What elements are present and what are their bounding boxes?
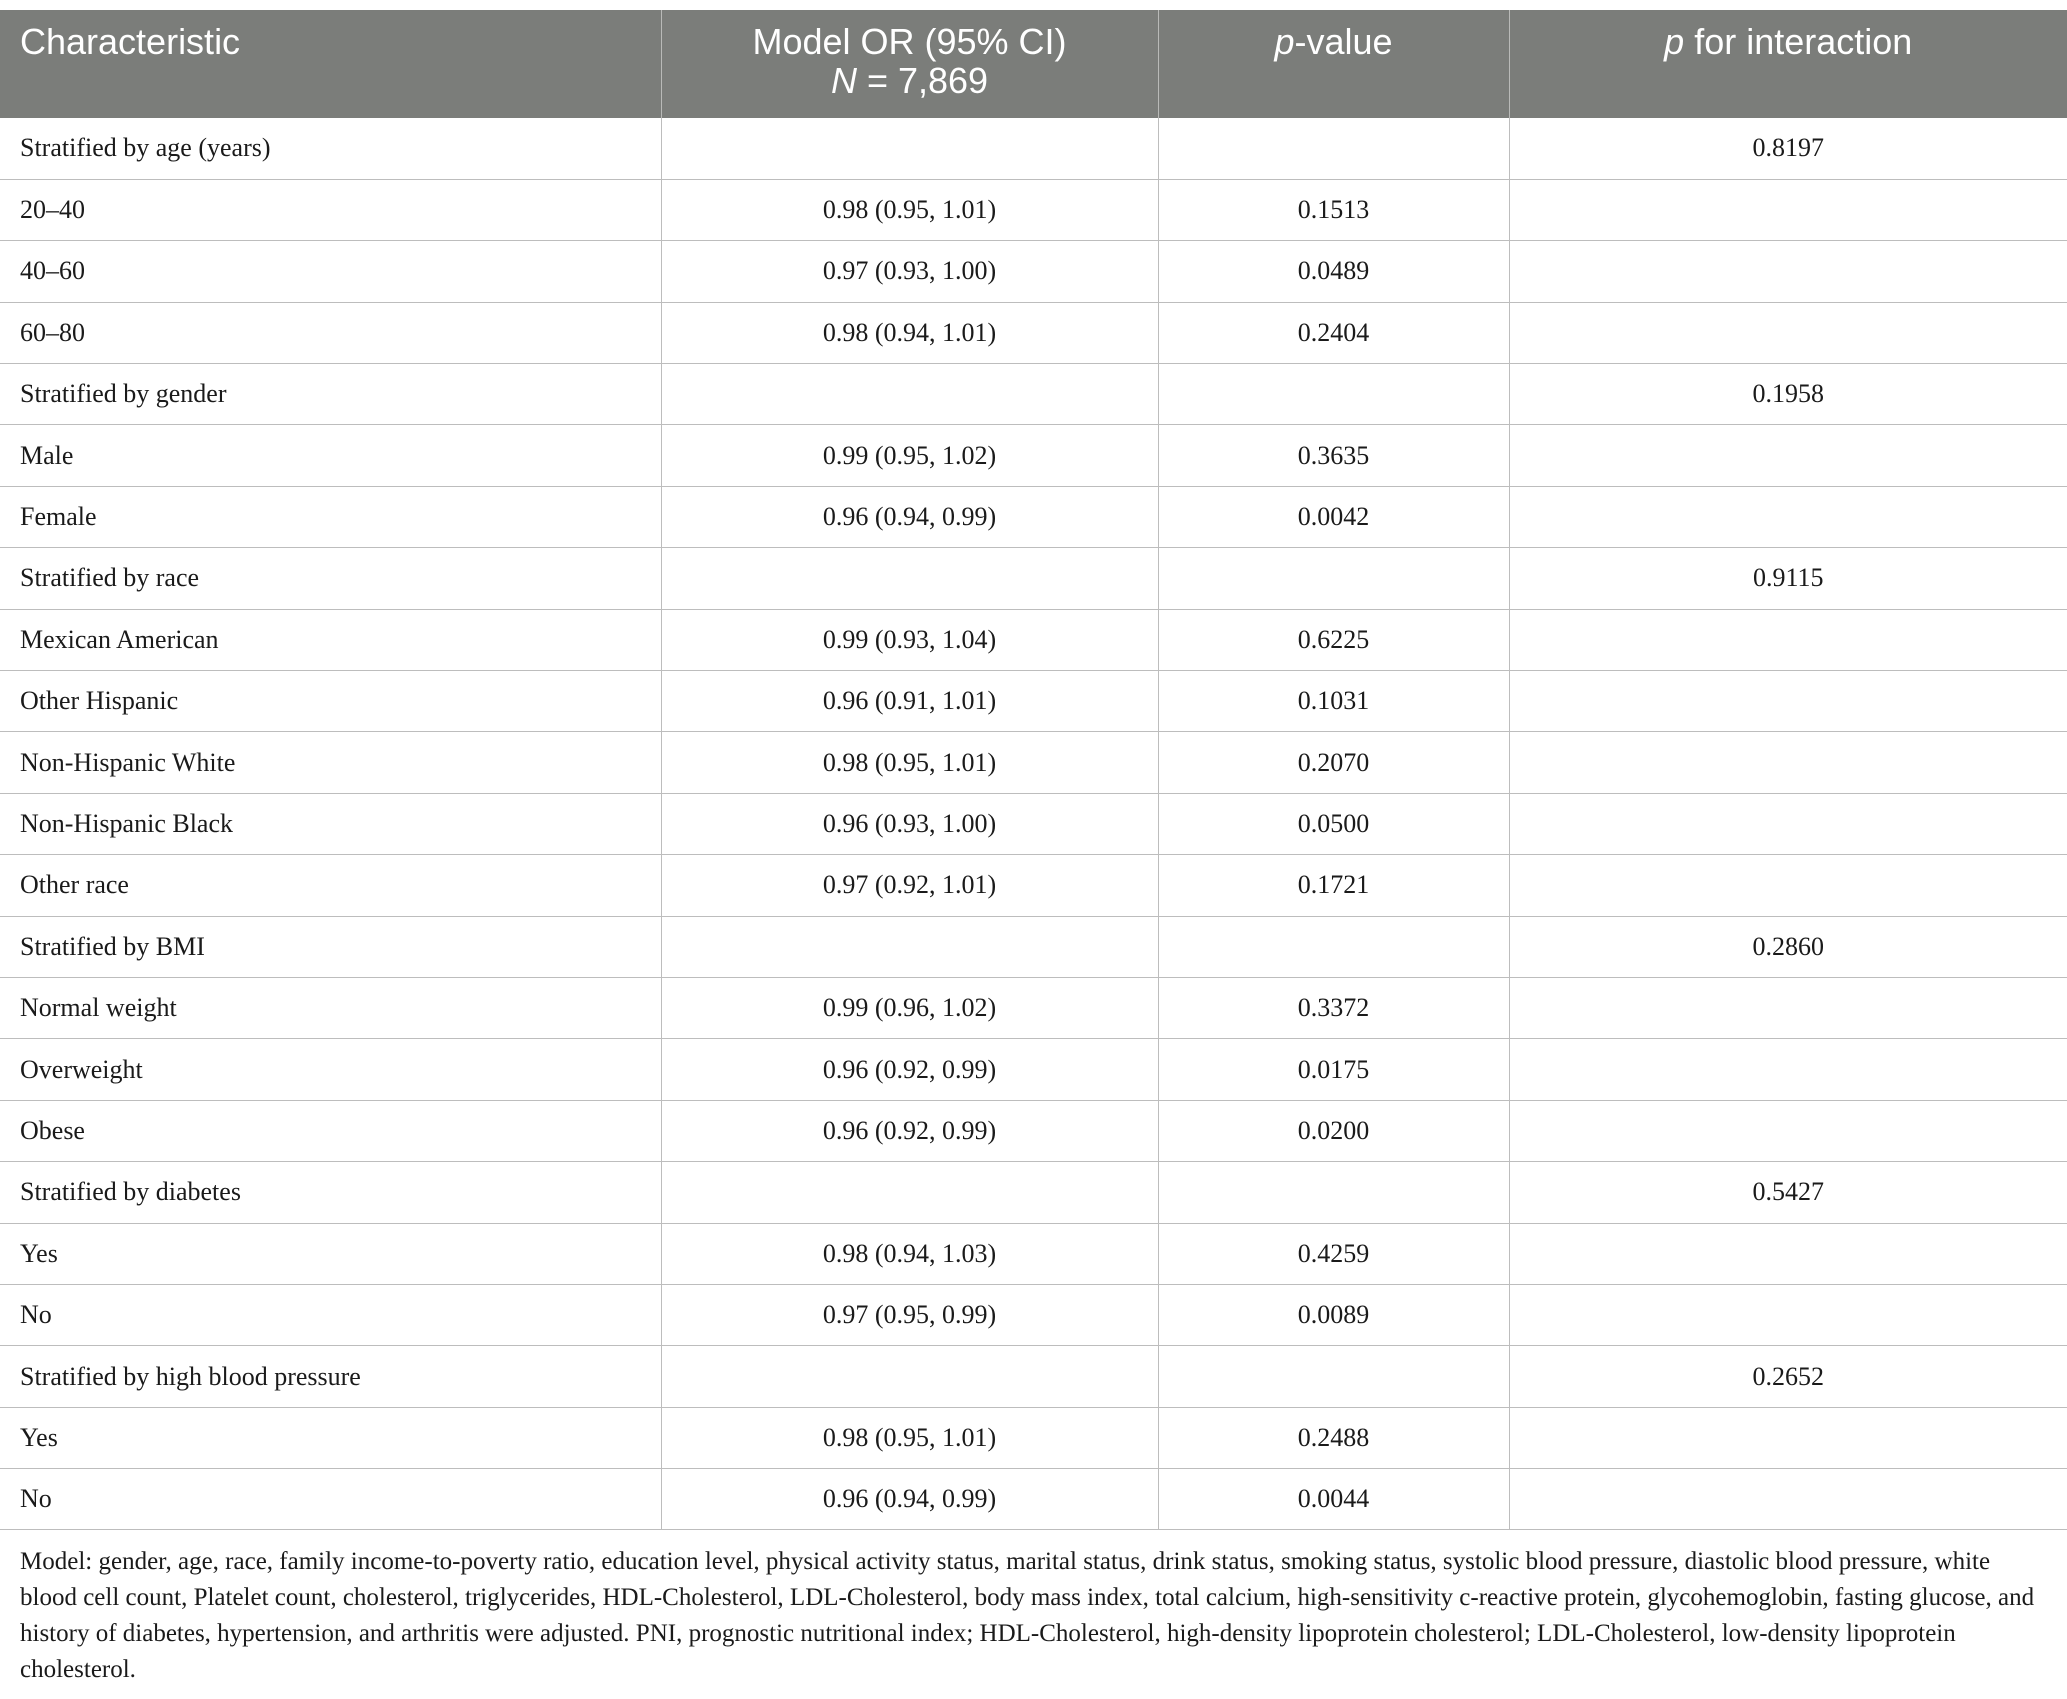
cell-model-or bbox=[661, 1162, 1158, 1223]
cell-characteristic: 40–60 bbox=[0, 241, 661, 302]
cell-p-value: 0.0044 bbox=[1158, 1469, 1509, 1530]
cell-p-interaction bbox=[1509, 609, 2067, 670]
cell-model-or: 0.97 (0.92, 1.01) bbox=[661, 855, 1158, 916]
cell-p-value: 0.4259 bbox=[1158, 1223, 1509, 1284]
table-row bbox=[0, 241, 2067, 302]
cell-characteristic: No bbox=[0, 1284, 661, 1345]
cell-model-or: 0.96 (0.91, 1.01) bbox=[661, 671, 1158, 732]
cell-p-value: 0.1513 bbox=[1158, 179, 1509, 240]
results-table-container bbox=[0, 10, 2067, 1530]
cell-p-interaction bbox=[1509, 179, 2067, 240]
cell-characteristic: 20–40 bbox=[0, 179, 661, 240]
cell-model-or: 0.96 (0.92, 0.99) bbox=[661, 1100, 1158, 1161]
header-model-or bbox=[661, 10, 1158, 118]
cell-model-or bbox=[661, 364, 1158, 425]
table-header bbox=[0, 10, 2067, 118]
cell-p-value bbox=[1158, 548, 1509, 609]
header-characteristic bbox=[0, 10, 661, 118]
cell-characteristic: Yes bbox=[0, 1223, 661, 1284]
table-row bbox=[0, 1039, 2067, 1100]
cell-p-interaction bbox=[1509, 1039, 2067, 1100]
table-row bbox=[0, 118, 2067, 179]
header-characteristic-text: Characteristic bbox=[20, 21, 241, 62]
cell-characteristic: Yes bbox=[0, 1407, 661, 1468]
table-row bbox=[0, 486, 2067, 547]
cell-model-or: 0.96 (0.94, 0.99) bbox=[661, 1469, 1158, 1530]
table-row bbox=[0, 916, 2067, 977]
cell-p-interaction: 0.2652 bbox=[1509, 1346, 2067, 1407]
cell-p-value bbox=[1158, 364, 1509, 425]
cell-p-interaction: 0.1958 bbox=[1509, 364, 2067, 425]
cell-model-or: 0.97 (0.93, 1.00) bbox=[661, 241, 1158, 302]
cell-characteristic: Other Hispanic bbox=[0, 671, 661, 732]
cell-p-value: 0.1031 bbox=[1158, 671, 1509, 732]
cell-characteristic: Stratified by age (years) bbox=[0, 118, 661, 179]
table-footnote: Model: gender, age, race, family income-to-poverty ratio, education level, physical activity status, marital status, drink status, smoking status, systolic blood pressure, diastolic blood pressure, white blood cell count, Platelet count, cholesterol, triglycerides, HDL-Cholesterol, LDL-Cholesterol, body mass index, total calcium, high-sensitivity c-reactive protein, glycohemoglobin, fasting glucose, and history of diabetes, hypertension, and arthritis were adjusted. PNI, prognostic nutritional index; HDL-Cholesterol, high-density lipoprotein cholesterol; LDL-Cholesterol, low-density lipoprotein cholesterol. bbox=[20, 1548, 2035, 1683]
cell-model-or: 0.99 (0.96, 1.02) bbox=[661, 977, 1158, 1038]
cell-model-or: 0.96 (0.93, 1.00) bbox=[661, 793, 1158, 854]
cell-p-interaction bbox=[1509, 1284, 2067, 1345]
cell-p-value: 0.0175 bbox=[1158, 1039, 1509, 1100]
table-row bbox=[0, 425, 2067, 486]
cell-characteristic: Stratified by high blood pressure bbox=[0, 1346, 661, 1407]
header-p-interaction bbox=[1509, 10, 2067, 118]
cell-p-interaction bbox=[1509, 425, 2067, 486]
cell-characteristic: Stratified by BMI bbox=[0, 916, 661, 977]
header-model-n-label: N bbox=[830, 60, 857, 101]
cell-model-or: 0.98 (0.94, 1.03) bbox=[661, 1223, 1158, 1284]
cell-model-or: 0.96 (0.94, 0.99) bbox=[661, 486, 1158, 547]
cell-characteristic: Mexican American bbox=[0, 609, 661, 670]
subgroup-analysis-table bbox=[0, 10, 2067, 1530]
table-row bbox=[0, 179, 2067, 240]
table-row bbox=[0, 671, 2067, 732]
table-row bbox=[0, 732, 2067, 793]
table-row bbox=[0, 1407, 2067, 1468]
cell-p-interaction bbox=[1509, 855, 2067, 916]
header-row bbox=[0, 10, 2067, 118]
cell-p-value bbox=[1158, 916, 1509, 977]
cell-p-value: 0.0489 bbox=[1158, 241, 1509, 302]
cell-characteristic: No bbox=[0, 1469, 661, 1530]
cell-p-interaction: 0.8197 bbox=[1509, 118, 2067, 179]
cell-p-value: 0.1721 bbox=[1158, 855, 1509, 916]
cell-model-or bbox=[661, 118, 1158, 179]
cell-p-value bbox=[1158, 118, 1509, 179]
table-row bbox=[0, 364, 2067, 425]
cell-p-value bbox=[1158, 1346, 1509, 1407]
cell-characteristic: Stratified by gender bbox=[0, 364, 661, 425]
cell-p-interaction bbox=[1509, 302, 2067, 363]
cell-model-or: 0.98 (0.95, 1.01) bbox=[661, 732, 1158, 793]
cell-p-interaction bbox=[1509, 793, 2067, 854]
cell-characteristic: 60–80 bbox=[0, 302, 661, 363]
cell-p-interaction: 0.2860 bbox=[1509, 916, 2067, 977]
table-row bbox=[0, 1346, 2067, 1407]
cell-characteristic: Obese bbox=[0, 1100, 661, 1161]
cell-p-interaction bbox=[1509, 671, 2067, 732]
header-p-value-rest: -value bbox=[1294, 21, 1393, 62]
cell-p-interaction bbox=[1509, 1223, 2067, 1284]
cell-p-interaction bbox=[1509, 1407, 2067, 1468]
cell-p-interaction: 0.9115 bbox=[1509, 548, 2067, 609]
cell-p-value: 0.2404 bbox=[1158, 302, 1509, 363]
cell-p-interaction bbox=[1509, 241, 2067, 302]
cell-p-interaction bbox=[1509, 486, 2067, 547]
header-model-or-line1: Model OR (95% CI) bbox=[752, 21, 1067, 62]
cell-characteristic: Normal weight bbox=[0, 977, 661, 1038]
table-row bbox=[0, 1469, 2067, 1530]
header-model-n bbox=[663, 61, 1157, 100]
table-row bbox=[0, 609, 2067, 670]
cell-p-interaction bbox=[1509, 1469, 2067, 1530]
cell-model-or bbox=[661, 548, 1158, 609]
cell-characteristic: Male bbox=[0, 425, 661, 486]
header-model-n-value: = 7,869 bbox=[856, 60, 989, 101]
cell-p-value: 0.0089 bbox=[1158, 1284, 1509, 1345]
cell-p-value: 0.0500 bbox=[1158, 793, 1509, 854]
cell-characteristic: Overweight bbox=[0, 1039, 661, 1100]
table-row bbox=[0, 1162, 2067, 1223]
table-row bbox=[0, 855, 2067, 916]
cell-p-value: 0.3635 bbox=[1158, 425, 1509, 486]
cell-characteristic: Stratified by diabetes bbox=[0, 1162, 661, 1223]
cell-p-interaction bbox=[1509, 1100, 2067, 1161]
cell-p-interaction bbox=[1509, 977, 2067, 1038]
header-p-value-italic: p bbox=[1274, 21, 1295, 62]
cell-p-value: 0.2488 bbox=[1158, 1407, 1509, 1468]
cell-p-value: 0.0200 bbox=[1158, 1100, 1509, 1161]
cell-model-or: 0.97 (0.95, 0.99) bbox=[661, 1284, 1158, 1345]
cell-model-or: 0.98 (0.95, 1.01) bbox=[661, 179, 1158, 240]
cell-characteristic: Non-Hispanic Black bbox=[0, 793, 661, 854]
cell-characteristic: Female bbox=[0, 486, 661, 547]
cell-p-value: 0.2070 bbox=[1158, 732, 1509, 793]
cell-p-interaction: 0.5427 bbox=[1509, 1162, 2067, 1223]
cell-model-or: 0.99 (0.95, 1.02) bbox=[661, 425, 1158, 486]
cell-p-value: 0.3372 bbox=[1158, 977, 1509, 1038]
cell-characteristic: Other race bbox=[0, 855, 661, 916]
table-row bbox=[0, 1100, 2067, 1161]
header-p-interaction-rest: for interaction bbox=[1684, 21, 1913, 62]
cell-model-or: 0.98 (0.95, 1.01) bbox=[661, 1407, 1158, 1468]
table-row bbox=[0, 793, 2067, 854]
cell-model-or: 0.98 (0.94, 1.01) bbox=[661, 302, 1158, 363]
header-p-value bbox=[1158, 10, 1509, 118]
cell-characteristic: Stratified by race bbox=[0, 548, 661, 609]
cell-p-interaction bbox=[1509, 732, 2067, 793]
header-p-interaction-italic: p bbox=[1664, 21, 1685, 62]
cell-model-or: 0.96 (0.92, 0.99) bbox=[661, 1039, 1158, 1100]
table-row bbox=[0, 302, 2067, 363]
cell-p-value: 0.0042 bbox=[1158, 486, 1509, 547]
cell-model-or: 0.99 (0.93, 1.04) bbox=[661, 609, 1158, 670]
cell-model-or bbox=[661, 1346, 1158, 1407]
cell-characteristic: Non-Hispanic White bbox=[0, 732, 661, 793]
table-row bbox=[0, 1223, 2067, 1284]
cell-p-value bbox=[1158, 1162, 1509, 1223]
table-row bbox=[0, 548, 2067, 609]
cell-model-or bbox=[661, 916, 1158, 977]
table-row bbox=[0, 977, 2067, 1038]
cell-p-value: 0.6225 bbox=[1158, 609, 1509, 670]
table-body bbox=[0, 118, 2067, 1530]
table-row bbox=[0, 1284, 2067, 1345]
